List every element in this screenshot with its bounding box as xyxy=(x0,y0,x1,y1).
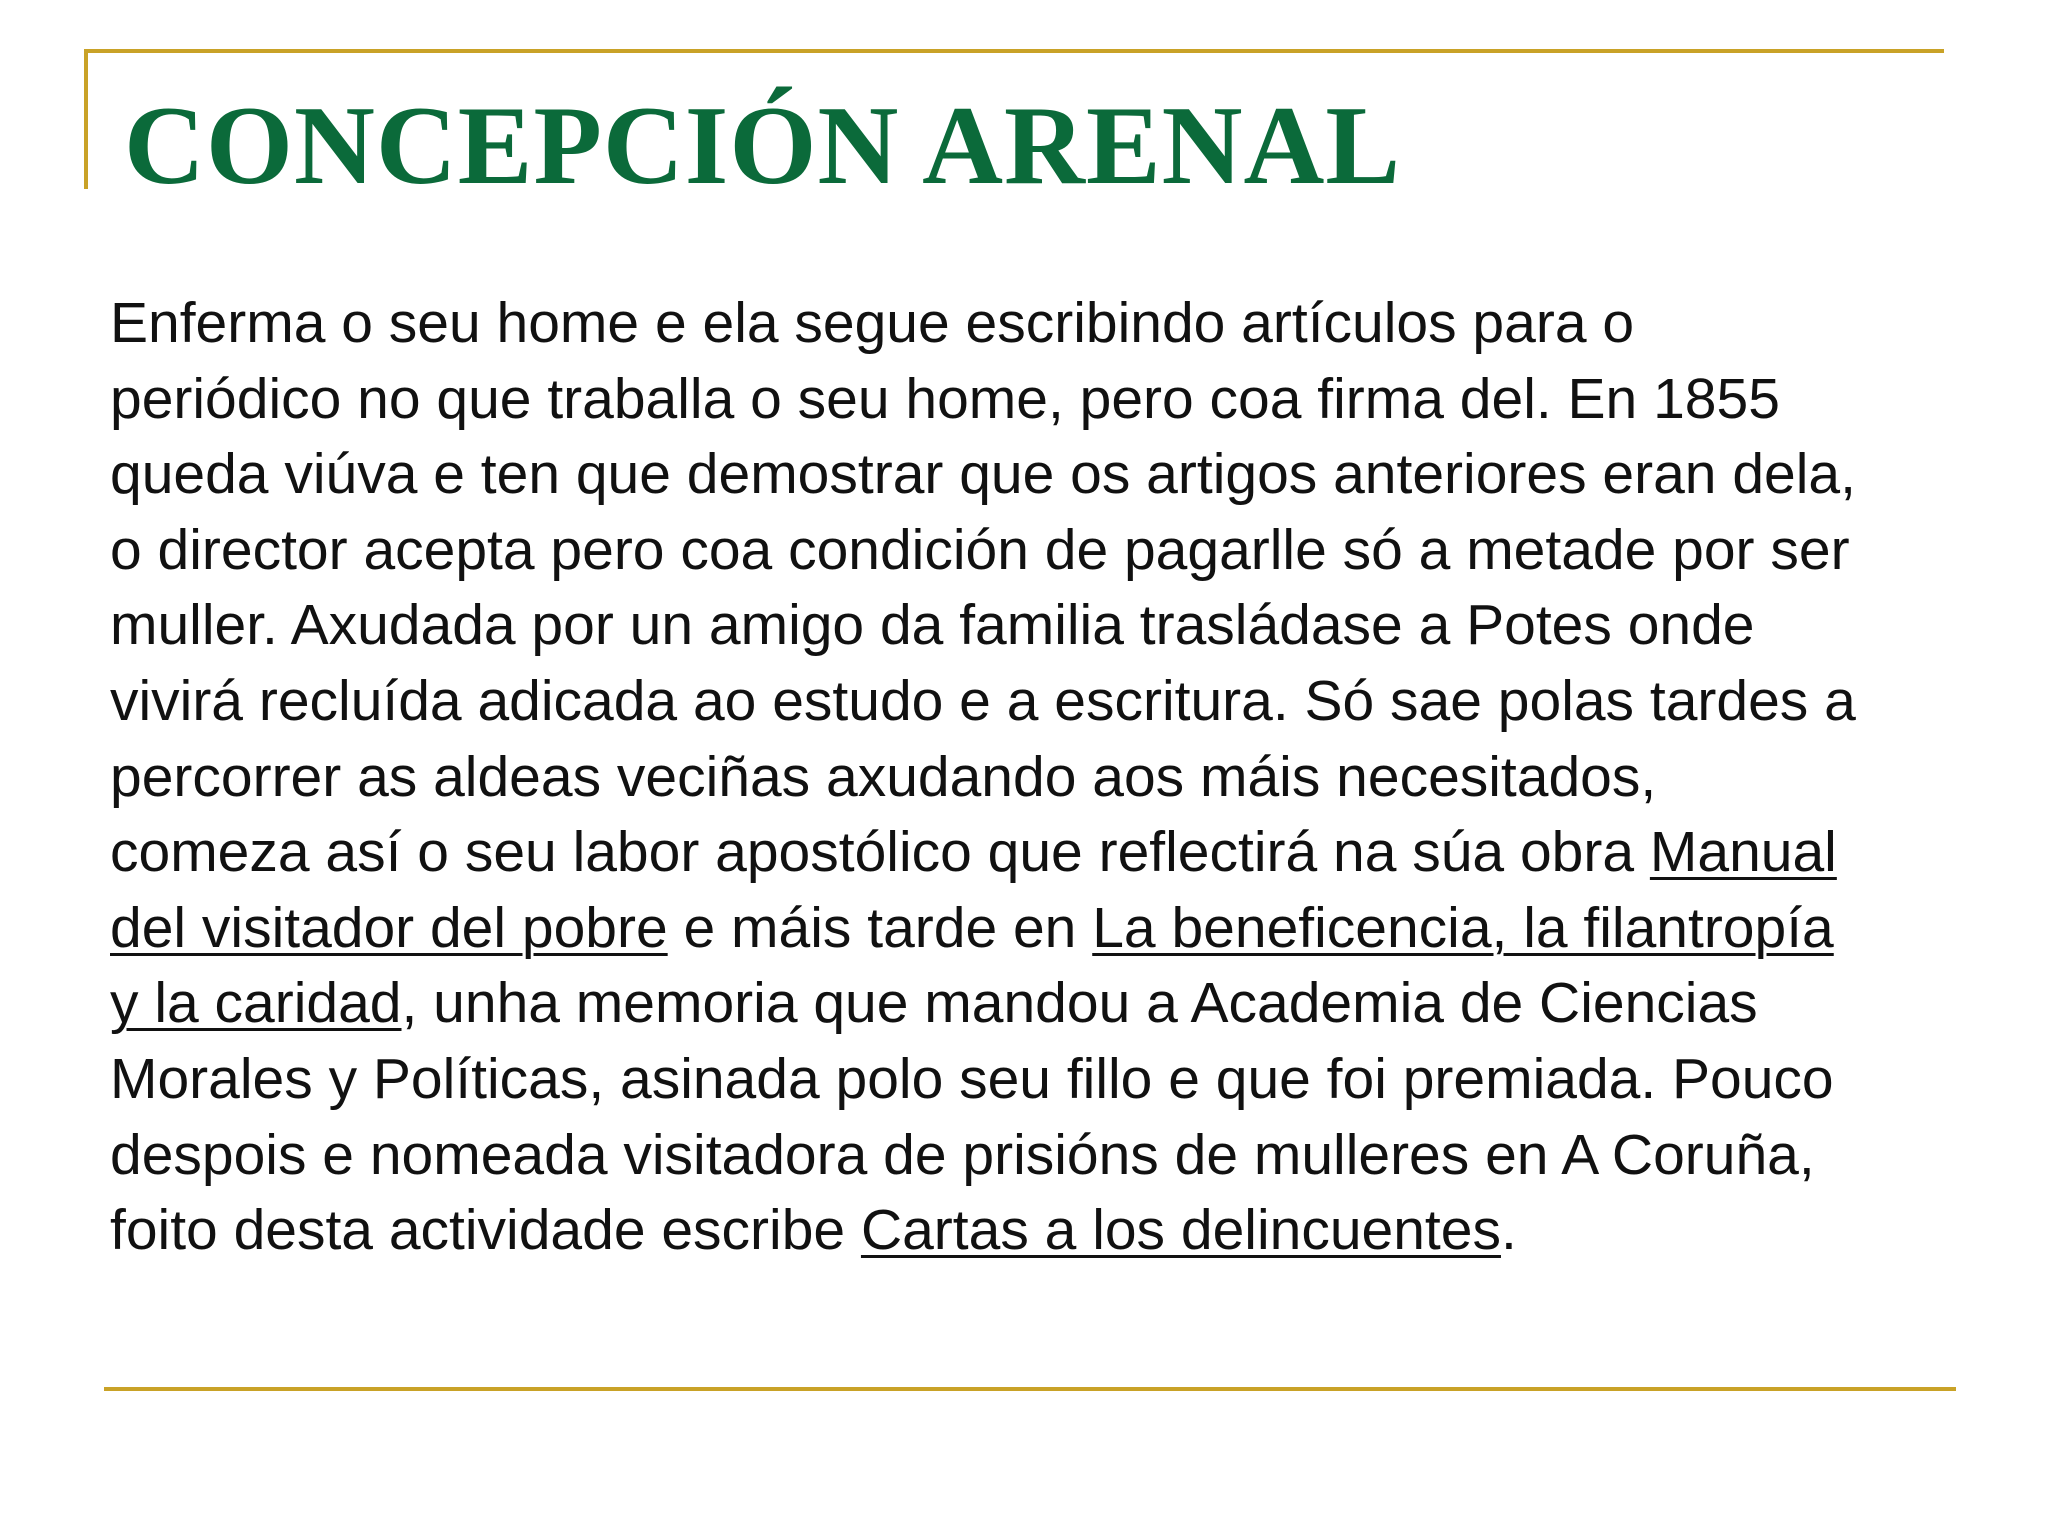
body-line: o director acepta pero coa condición de pagarlle só a metade por ser xyxy=(110,517,1850,582)
body-line: despois e nomeada visitadora de prisións de mulleres en A Coruña, xyxy=(110,1122,1815,1187)
body-line: queda viúva e ten que demostrar que os artigos anteriores eran dela, xyxy=(110,442,1856,507)
book-title-manual-part1: Manual xyxy=(1649,820,1837,885)
body-line: del visitador del pobre e máis tarde en La beneficencia, la filantropía xyxy=(110,895,1834,960)
body-paragraph xyxy=(110,286,2040,1269)
body-line: percorrer as aldeas veciñas axudando aos máis necesitados, xyxy=(110,744,1657,809)
book-title-manual-part2: del visitador del pobre xyxy=(110,895,668,960)
body-line: Enferma o seu home e ela segue escribindo artículos para o xyxy=(110,291,1635,355)
body-line: Morales y Políticas, asinada polo seu fillo e que foi premiada. Pouco xyxy=(110,1046,1834,1111)
body-line: y la caridad, unha memoria que mandou a Academia de Ciencias xyxy=(110,971,1758,1036)
book-title-beneficencia-part2: y la caridad xyxy=(110,971,402,1036)
book-title-cartas: Cartas a los delincuentes xyxy=(860,1198,1501,1263)
body-line: periódico no que traballa o seu home, pero coa firma del. En 1855 xyxy=(110,366,1780,431)
book-title-beneficencia-part1: La beneficencia, la filantropía xyxy=(1092,895,1834,960)
body-line: comeza así o seu labor apostólico que reflectirá na súa obra Manual xyxy=(110,820,1837,885)
bottom-gold-rule xyxy=(104,1387,1956,1391)
body-line: foito desta actividade escribe Cartas a los delincuentes. xyxy=(110,1198,1517,1263)
left-gold-rule xyxy=(84,49,88,189)
body-line: vivirá recluída adicada ao estudo e a escritura. Só sae polas tardes a xyxy=(110,668,1856,733)
top-gold-rule xyxy=(84,49,1944,53)
slide-title: CONCEPCIÓN ARENAL xyxy=(124,84,1402,208)
body-line: muller. Axudada por un amigo da familia trasládase a Potes onde xyxy=(110,593,1755,658)
